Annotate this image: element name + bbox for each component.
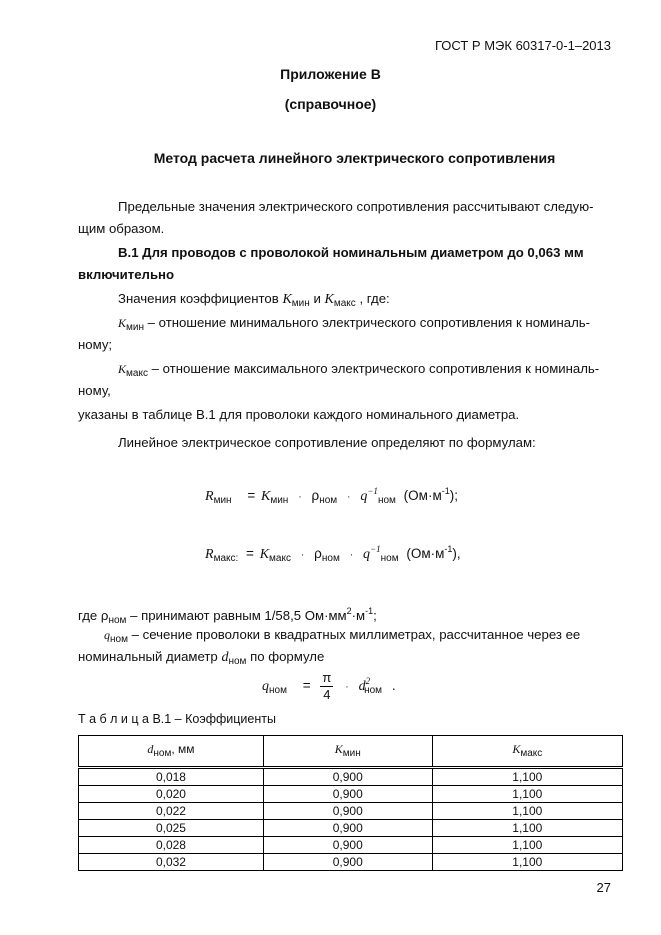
- intro-line-2: щим образом.: [78, 221, 165, 236]
- rho-definition: где $\rho_{ном}$ – принимают равным 1/58,5 $Ом\cdot мм^2\cdot м^{-1}$;: [78, 606, 377, 626]
- table-row: 0,028 0,900 1,100: [79, 837, 623, 854]
- appendix-subtitle: (справочное): [284, 96, 377, 112]
- coeff-where: , где:: [359, 291, 390, 306]
- header-kmin: $K_{мин}$: [263, 736, 432, 768]
- coeff-and: и: [313, 291, 321, 306]
- kmin-symbol: $K_{мин}$: [282, 292, 310, 309]
- diameter-line: номинальный диаметр $d_{ном}$ по формуле: [78, 649, 325, 667]
- section-b1-line-1: В.1 Для проводов с проволокой номинальным диаметром до 0,063 мм: [118, 245, 584, 260]
- table-row: 0,025 0,900 1,100: [79, 820, 623, 837]
- coefficients-given: указаны в таблице В.1 для проволоки каждого номинального диаметра.: [78, 407, 520, 422]
- coefficients-table: [78, 735, 623, 871]
- section-b1-line-2: включительно: [78, 267, 175, 282]
- formulas-intro: Линейное электрическое сопротивление определяют по формулам:: [118, 435, 536, 450]
- intro-line-1: Предельные значения электрического сопротивления рассчитывают следую-: [118, 199, 594, 214]
- method-title: Метод расчета линейного электрического сопротивления: [153, 150, 556, 166]
- coeff-lead-text: Значения коэффициентов: [118, 291, 279, 306]
- pi-over-4: $\frac{\pi}{4}$: [322, 670, 332, 702]
- formula-q: $q_{ном}$ = $\frac{\pi}{4}$ · $d^2_{ном}$ .: [262, 670, 396, 702]
- page-number: 27: [596, 880, 611, 895]
- kmax-definition: $K_{макс}$ – отношение максимального электрического сопротивления к номиналь-: [118, 361, 600, 379]
- header-kmax: $K_{макс}$: [432, 736, 622, 768]
- kmin-definition: $K_{мин}$ – отношение минимального электрического сопротивления к номиналь-: [118, 315, 591, 333]
- formula-rmax: $R_{макс:} = K_{макс} \cdot \rho_{ном} \cdot q^{-1}_{ном}$ $(Ом\cdot м^{-1})$,: [205, 544, 461, 564]
- table-row: 0,020 0,900 1,100: [79, 786, 623, 803]
- coefficients-lead: [118, 288, 653, 315]
- standard-designation: ГОСТ Р МЭК 60317-0-1–2013: [435, 38, 611, 53]
- table-caption: Т а б л и ц а В.1 – Коэффициенты: [78, 712, 276, 726]
- table-row: 0,018 0,900 1,100: [79, 768, 623, 786]
- kmin-continuation: ному;: [78, 337, 113, 352]
- table-row: 0,022 0,900 1,100: [79, 803, 623, 820]
- table-header-row: [79, 736, 623, 768]
- kmax-symbol: $K_{макс}$: [324, 292, 356, 309]
- header-diameter: $d_{ном}$, мм: [79, 736, 264, 768]
- kmax-continuation: ному,: [78, 383, 111, 398]
- q-definition: $q_{ном}$ – сечение проволоки в квадратных миллиметрах, рассчитанное через ее: [104, 627, 581, 645]
- formula-rmin: $R_{мин} = K_{мин} \cdot \rho_{ном} \cdot q^{-1}_{ном}$ $(Ом\cdot м^{-1})$;: [205, 486, 458, 506]
- table-row: 0,032 0,900 1,100: [79, 854, 623, 871]
- appendix-title: Приложение В: [280, 66, 381, 82]
